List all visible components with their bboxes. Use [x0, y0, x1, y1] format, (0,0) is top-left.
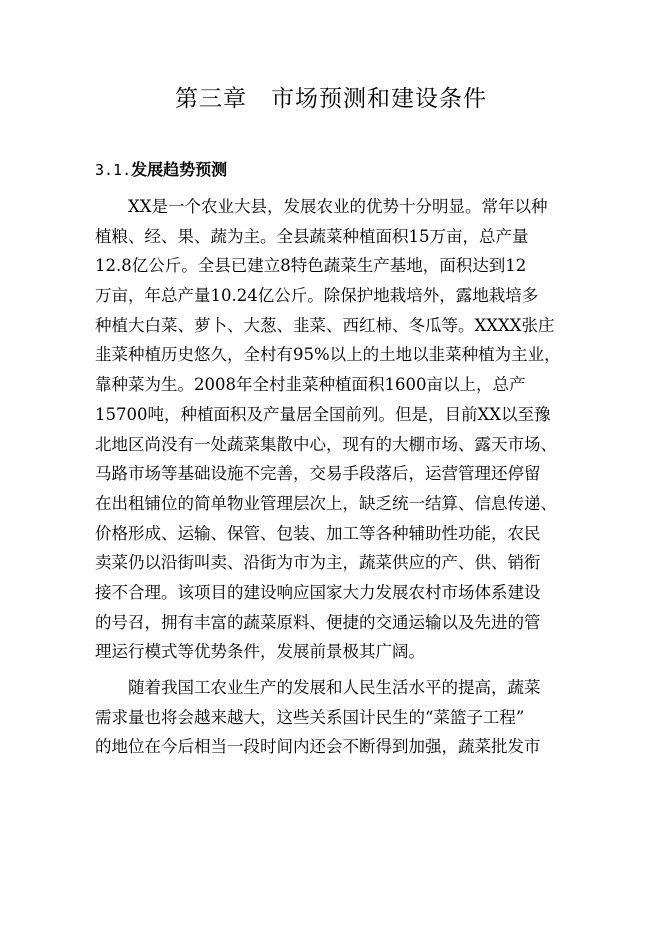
section-heading	[95, 158, 227, 182]
text-line: 韭菜种植历史悠久，全村有95%以上的土地以韭菜种植为主业，	[95, 345, 561, 365]
text-line: 的号召，拥有丰富的蔬菜原料、便捷的交通运输以及先进的管	[95, 612, 541, 632]
text-line: 靠种菜为生。2008年全村韭菜种植面积1600亩以上，总产	[95, 375, 526, 395]
text-line: 接不合理。该项目的建设响应国家大力发展农村市场体系建设	[95, 582, 541, 602]
text-line: 种植大白菜、萝卜、大葱、韭菜、西红柿、冬瓜等。XXXX张庄	[95, 315, 555, 335]
text-line: 植粮、经、果、蔬为主。全县蔬菜种植面积15万亩，总产量	[95, 226, 529, 246]
chapter-title: 第三章 市场预测和建设条件	[175, 86, 487, 112]
text-line: 卖菜仍以沿街叫卖、沿街为市为主，蔬菜供应的产、供、销衔	[95, 553, 541, 573]
paragraph-1	[95, 192, 585, 667]
text-line: 在出租铺位的简单物业管理层次上，缺乏统一结算、信息传递、	[95, 493, 557, 513]
text-line: 马路市场等基础设施不完善，交易手段落后，运营管理还停留	[95, 464, 541, 484]
text-line: 15700吨，种植面积及产量居全国前列。但是，目前XX以至豫	[95, 404, 551, 424]
text-line: 理运行模式等优势条件，发展前景极其广阔。	[95, 642, 425, 662]
section-title: 发展趋势预测	[131, 160, 228, 179]
paragraph-2	[95, 673, 585, 762]
text-line: 北地区尚没有一处蔬菜集散中心，现有的大棚市场、露天市场、	[95, 434, 557, 454]
text-line: 的地位在今后相当一段时间内还会不断得到加强，蔬菜批发市	[95, 737, 541, 757]
text-line: 随着我国工农业生产的发展和人民生活水平的提高，蔬菜	[95, 678, 541, 697]
text-line: 需求量也将会越来越大，这些关系国计民生的“菜篮子工程”	[95, 707, 525, 727]
text-line: 价格形成、运输、保管、包装、加工等各种辅助性功能，农民	[95, 523, 541, 543]
section-number: 3.1.	[95, 161, 132, 179]
text-line: 万亩，年总产量10.24亿公斤。除保护地栽培外，露地栽培多	[95, 286, 539, 306]
text-line: 12.8亿公斤。全县已建立8特色蔬菜生产基地，面积达到12	[95, 256, 527, 276]
text-line: XX是一个农业大县，发展农业的优势十分明显。常年以种	[95, 197, 548, 216]
body-text	[95, 192, 585, 762]
